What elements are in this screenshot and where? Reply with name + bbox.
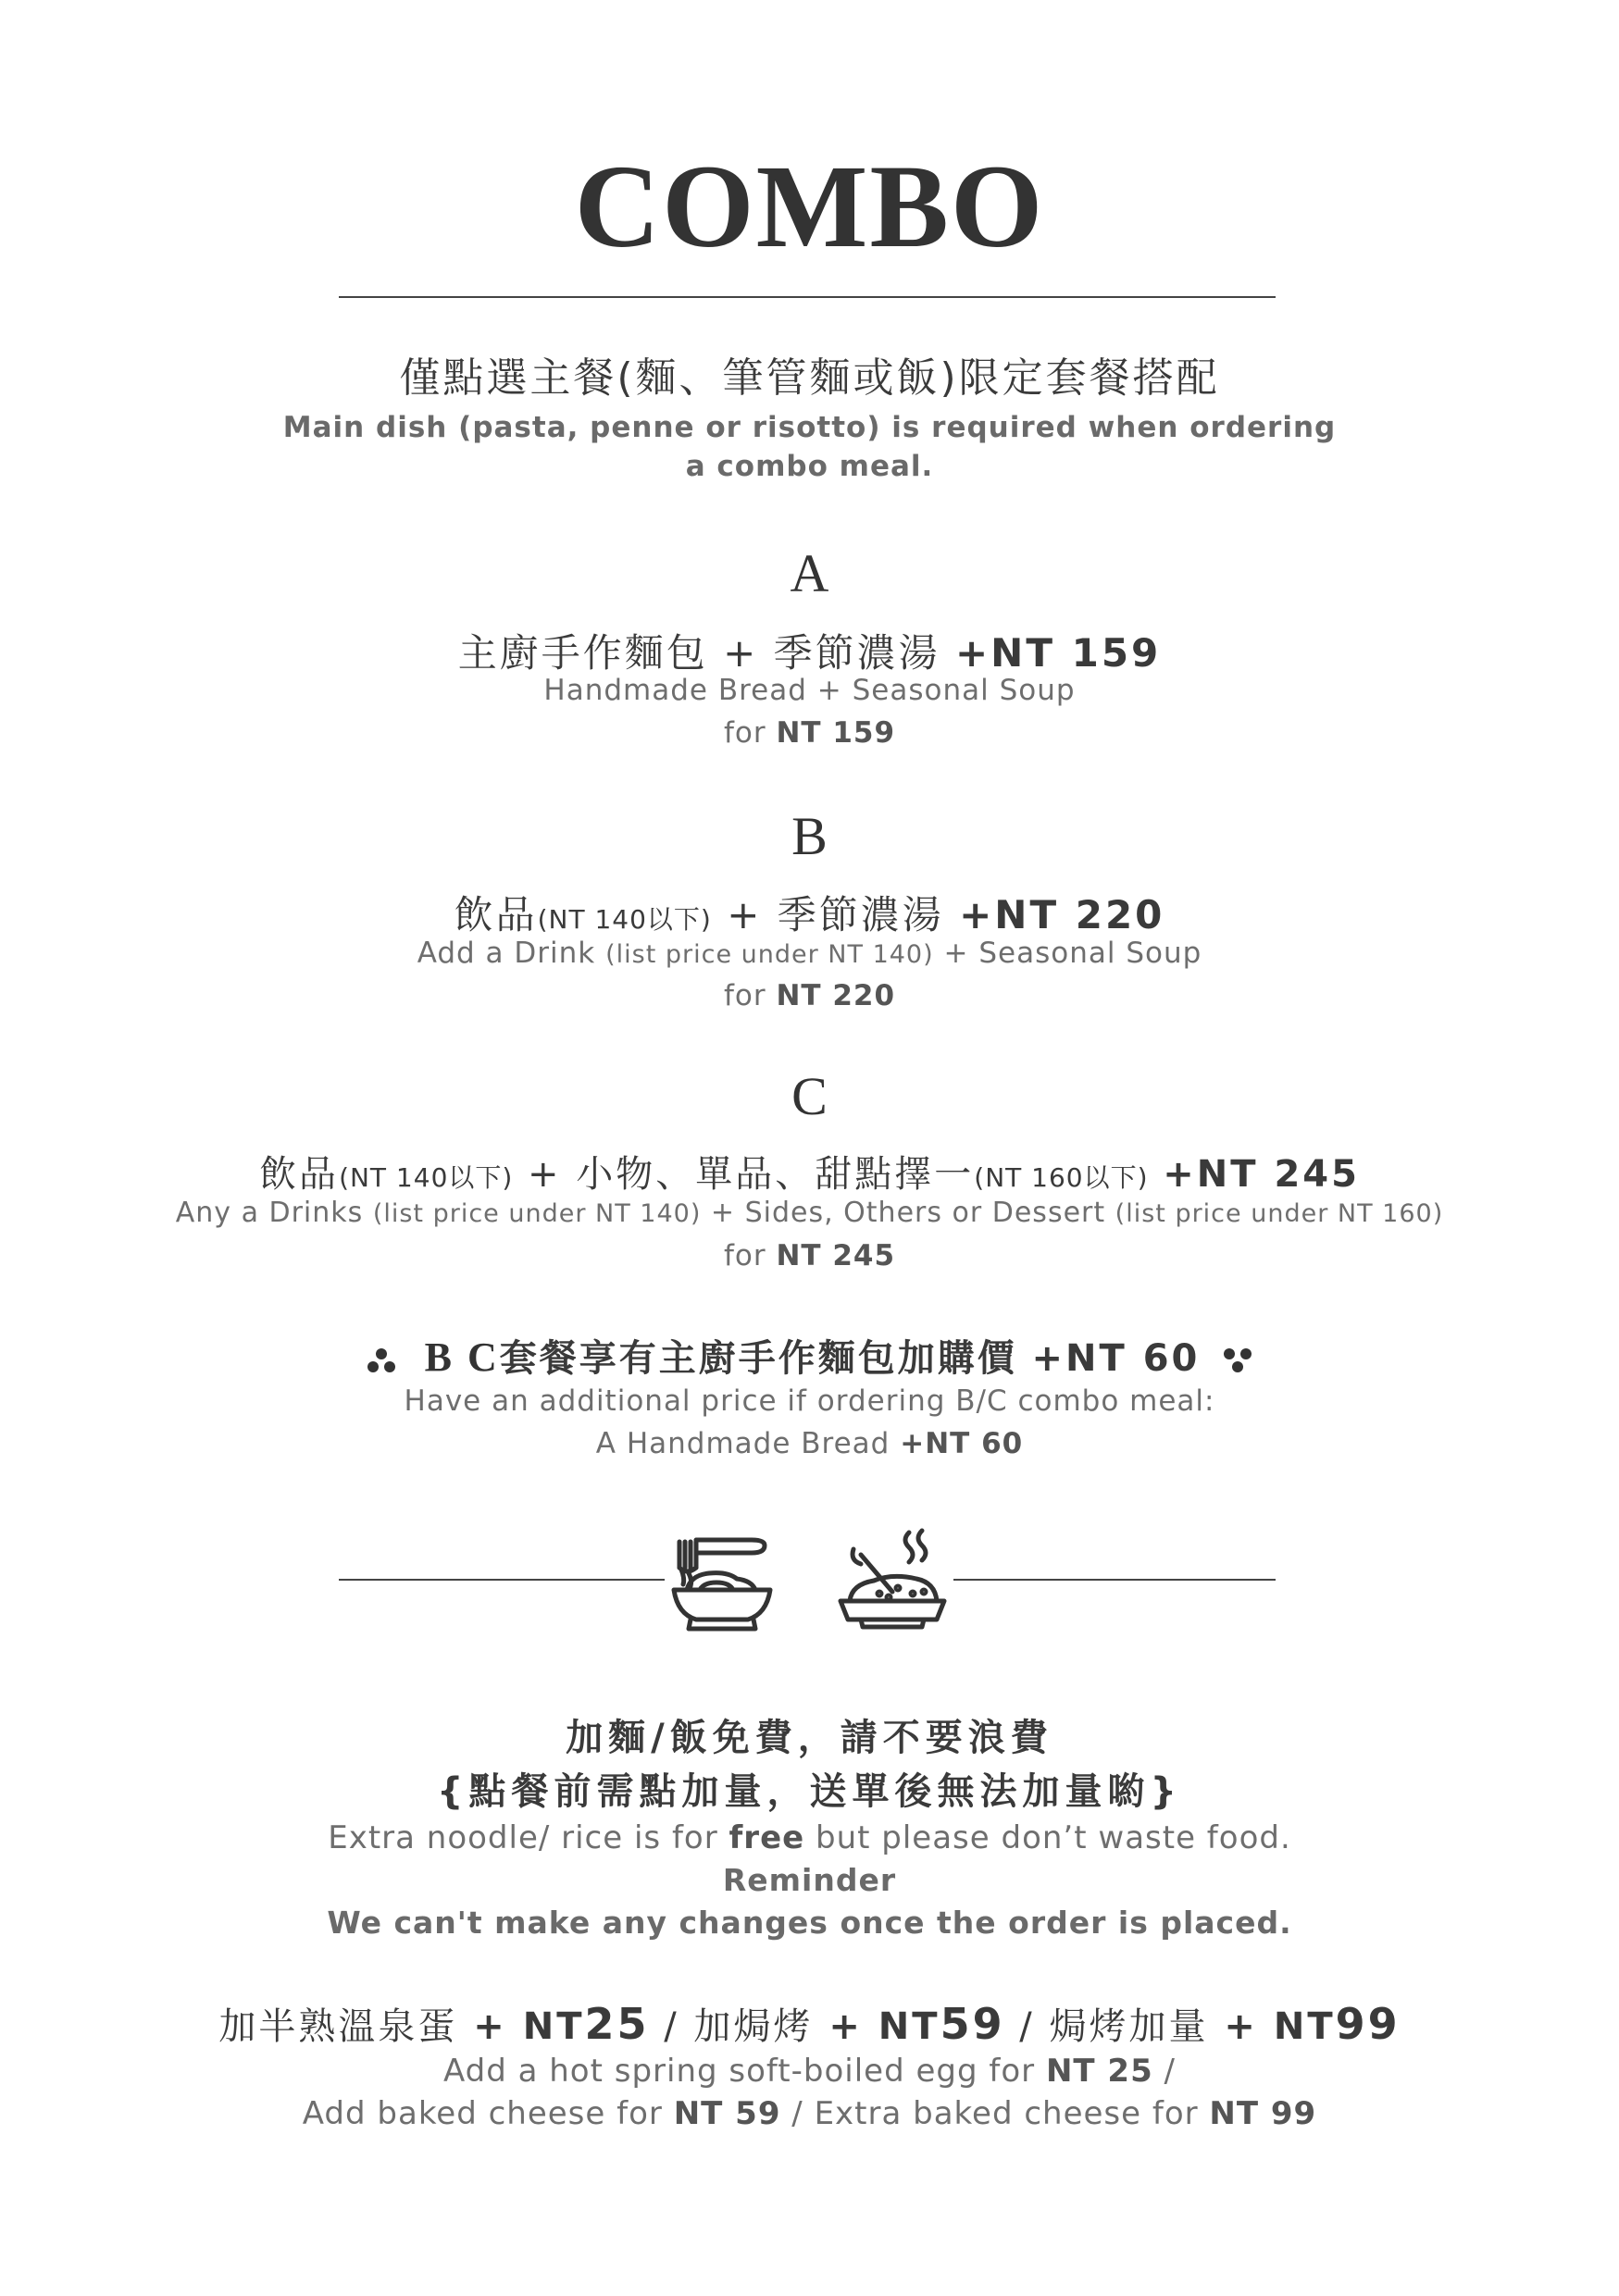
refill-en-free: free xyxy=(729,1819,805,1856)
addons-en-cheese: Add baked cheese for xyxy=(302,2095,674,2132)
intro-zh: 僅點選主餐(麵、筆管麵或飯)限定套餐搭配 xyxy=(399,354,1220,402)
combo-c-en-note2: (list price under NT 160) xyxy=(1115,1199,1444,1228)
combo-c-en-note1: (list price under NT 140) xyxy=(372,1199,702,1228)
combo-b-zh xyxy=(0,885,1619,940)
trefoil-dots-icon xyxy=(366,1347,397,1374)
addon-cheese-price-prefix: + NT xyxy=(813,2005,940,2048)
intro-en-line1: Main dish (pasta, penne or risotto) is required when ordering xyxy=(282,411,1337,444)
refill-reminder: Reminder xyxy=(722,1862,897,1898)
combo-c-en xyxy=(0,1197,1619,1229)
combo-b-for-price: NT 220 xyxy=(776,979,896,1012)
addons-en-egg-price: NT 25 xyxy=(1045,2053,1153,2090)
combo-b-en-soup: + Seasonal Soup xyxy=(933,937,1202,970)
combo-a-for-label: for xyxy=(723,716,766,750)
addon-extra-cheese-price: 99 xyxy=(1335,1999,1401,2049)
combo-c-item-sides: + 小物、單品、甜點擇一 xyxy=(513,1153,975,1196)
icon-divider-right xyxy=(953,1579,1276,1581)
combo-c-zh xyxy=(0,1145,1619,1198)
combo-c-for xyxy=(0,1239,1619,1272)
combo-b-en xyxy=(0,937,1619,970)
combo-a-zh xyxy=(0,623,1619,678)
combo-a-price: +NT 159 xyxy=(954,630,1162,676)
addons-en-extra-cheese-price: NT 99 xyxy=(1209,2095,1317,2132)
addon-sep-2: / xyxy=(1004,2005,1050,2048)
addons-en-egg: Add a hot spring soft-boiled egg for xyxy=(442,2053,1046,2090)
addons-en-line1 xyxy=(0,2053,1619,2090)
combo-b-en-drink: Add a Drink xyxy=(417,937,606,970)
refill-zh-line1: 加麵/飯免費，請不要浪費 xyxy=(566,1717,1053,1759)
combo-b-en-note: (list price under NT 140) xyxy=(605,940,934,969)
combo-a-for xyxy=(0,716,1619,750)
trefoil-dots-icon xyxy=(1222,1347,1253,1374)
addon-cheese: 加焗烤 xyxy=(693,2005,814,2048)
combo-b-price: +NT 220 xyxy=(959,892,1165,937)
combo-c-item-drink: 飲品 xyxy=(259,1153,340,1196)
addon-egg-price-prefix: + NT xyxy=(457,2005,585,2048)
risotto-icon xyxy=(833,1527,952,1636)
combo-b-drink-note: (NT 140以下) xyxy=(537,904,712,935)
addon-extra-cheese-price-prefix: + NT xyxy=(1208,2005,1336,2048)
title-divider xyxy=(339,296,1276,298)
combo-b-for xyxy=(0,979,1619,1012)
bc-offer-price: +NT 60 xyxy=(1031,1337,1201,1380)
combo-c-en-sides: + Sides, Others or Dessert xyxy=(701,1197,1115,1229)
page-title: COMBO xyxy=(574,141,1045,272)
refill-en-line1 xyxy=(0,1819,1619,1856)
combo-c-price: +NT 245 xyxy=(1163,1153,1360,1196)
intro-en-line2: a combo meal. xyxy=(685,450,934,483)
combo-b-letter: B xyxy=(791,806,828,866)
combo-c-drink-note: (NT 140以下) xyxy=(339,1162,514,1193)
bc-offer-letters: B C xyxy=(424,1334,500,1380)
bc-offer-en-line2 xyxy=(0,1427,1619,1460)
bc-offer-en-line1: Have an additional price if ordering B/C combo meal: xyxy=(404,1384,1215,1418)
addon-sep-1: / xyxy=(649,2005,694,2048)
bc-offer-zh xyxy=(0,1329,1619,1382)
combo-a-for-price: NT 159 xyxy=(776,716,896,750)
combo-c-sides-note: (NT 160以下) xyxy=(974,1162,1149,1193)
pasta-icon xyxy=(663,1536,781,1636)
addon-extra-cheese: 焗烤加量 xyxy=(1049,2005,1209,2048)
bc-offer-en-bread: A Handmade Bread xyxy=(595,1427,901,1460)
refill-en-waste: but please don’t waste food. xyxy=(804,1819,1291,1856)
refill-en-extra: Extra noodle/ rice is for xyxy=(328,1819,729,1856)
combo-b-item-soup: + 季節濃湯 xyxy=(711,892,944,937)
combo-b-for-label: for xyxy=(723,979,766,1012)
combo-a-letter: A xyxy=(790,543,829,603)
combo-c-letter: C xyxy=(791,1066,828,1126)
addon-cheese-price: 59 xyxy=(940,1999,1005,2049)
combo-a-items: 主廚手作麵包 + 季節濃湯 xyxy=(457,630,940,676)
refill-zh-line2: {點餐前需點加量，送單後無法加量喲} xyxy=(437,1770,1182,1813)
combo-a-en: Handmade Bread + Seasonal Soup xyxy=(543,674,1076,707)
bc-offer-en-price: +NT 60 xyxy=(900,1427,1024,1460)
combo-c-for-price: NT 245 xyxy=(776,1239,896,1272)
addons-en-sep: / xyxy=(1152,2053,1177,2090)
combo-c-for-label: for xyxy=(723,1239,766,1272)
addons-zh xyxy=(0,1997,1619,2050)
refill-no-changes: We can't make any changes once the order is placed. xyxy=(327,1905,1292,1941)
addons-en-line2 xyxy=(0,2095,1619,2132)
bc-offer-text: 套餐享有主廚手作麵包加購價 xyxy=(499,1337,1017,1380)
addons-en-cheese-price: NT 59 xyxy=(673,2095,781,2132)
combo-c-en-drink: Any a Drinks xyxy=(175,1197,373,1229)
addons-en-extra-cheese: / Extra baked cheese for xyxy=(780,2095,1210,2132)
addon-egg: 加半熟溫泉蛋 xyxy=(218,2005,458,2048)
combo-b-item-drink: 飲品 xyxy=(454,892,538,937)
addon-egg-price: 25 xyxy=(584,1999,650,2049)
icon-divider-left xyxy=(339,1579,665,1581)
